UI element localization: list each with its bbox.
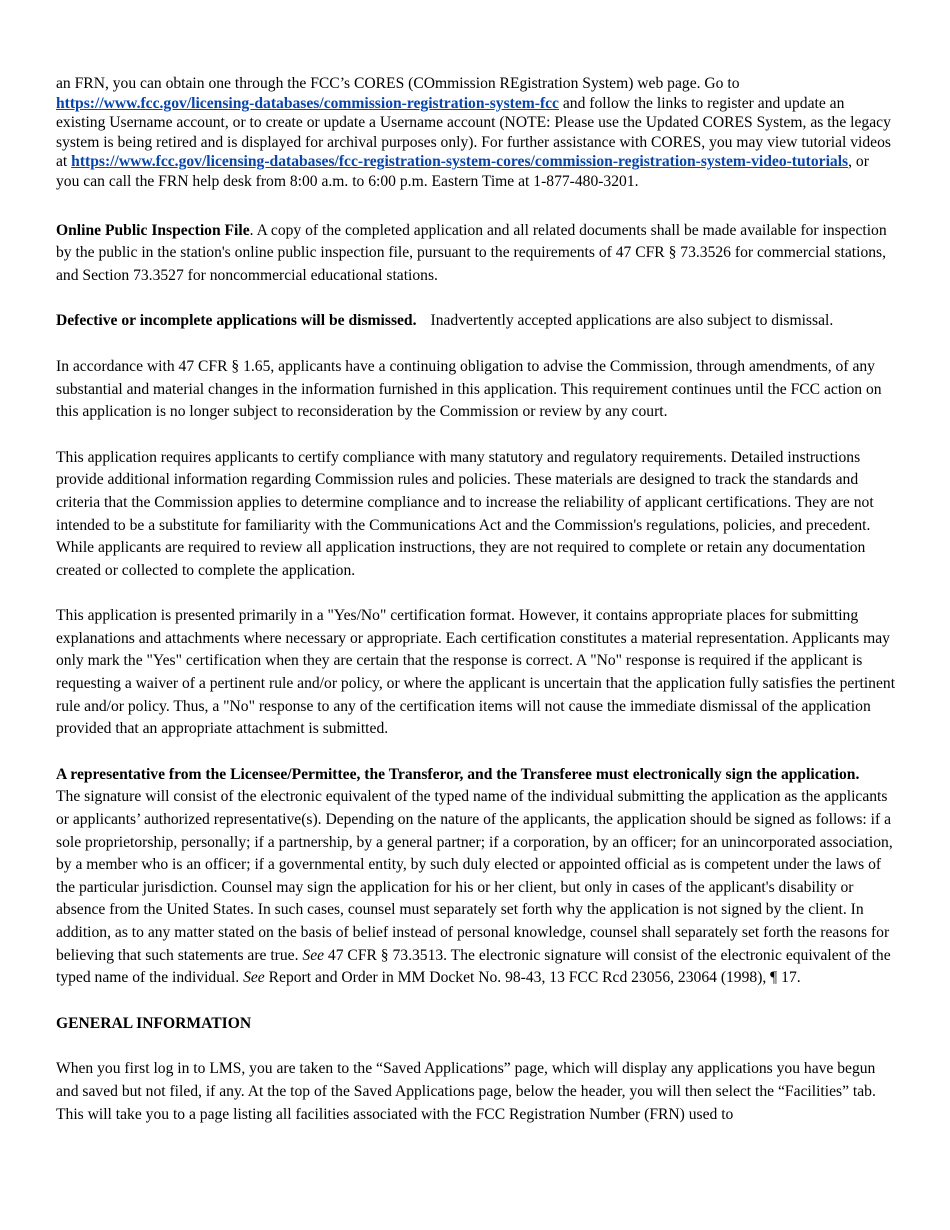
frn-paragraph: an FRN, you can obtain one through the FCC’s CORES (COmmission REgistration System) web page. Go to https://www.fcc.gov/licensing-databases/commission-registration-system-fcc and follow the links to register and update an existing Username account, or to create or update a Username account (NOTE: Please use the Updated CORES System, as the legacy system is being retired and is displayed for archival purposes only). For further assistance with CORES, you may view tutorial videos at https://www.fcc.gov/licensing-databases/fcc-registration-system-cores/commission-registration-system-video-tutorials, or you can call the FRN help desk from 8:00 a.m. to 6:00 p.m. Eastern Time at 1-877-480-3201. <box>56 75 891 190</box>
public-file-heading: Online Public Inspection File <box>56 221 250 239</box>
cores-link[interactable]: https://www.fcc.gov/licensing-databases/commission-registration-system-fcc <box>56 94 559 112</box>
general-information-heading: GENERAL INFORMATION <box>56 1014 252 1032</box>
defective-paragraph: Defective or incomplete applications will be dismissed. Inadvertently accepted applications are also subject to dismissal. <box>56 312 834 330</box>
certification-paragraph: This application requires applicants to certify compliance with many statutory and regulatory requirements. Detailed instructions provide additional information regarding Commission rules and policies. These materials are designed to track the standards and criteria that the Commission applies to determine compliance and to increase the reliability of applicant certifications. They are not intended to be a substitute for familiarity with the Communications Act and the Commission's regulations, policies, and precedent. While applicants are required to review all application instructions, they are not required to complete or retain any documentation created or collected to complete the application. <box>56 448 874 579</box>
defective-heading: Defective or incomplete applications will be dismissed. <box>56 312 417 330</box>
document-page <box>56 74 896 1126</box>
signature-paragraph: A representative from the Licensee/Permittee, the Transferor, and the Transferee must electronically sign the application.The signature will consist of the electronic equivalent of the typed name of the individual submitting the application as the applicants or applicants’ authorized representative(s). Depending on the nature of the applicants, the application should be signed as follows: if a sole proprietorship, personally; if a partnership, by a general partner; if a corporation, by an officer; for an unincorporated association, by a member who is an officer; if a governmental entity, by such duly elected or appointed official as is competent under the laws of the particular jurisdiction. Counsel may sign the application for his or her client, but only in cases of the applicant's disability or absence from the United States. In such cases, counsel must separately set forth why the application is not signed by the client. In addition, as to any matter stated on the basis of belief instead of personal knowledge, counsel shall separately set forth the reasons for believing that such statements are true. See 47 CFR § 73.3513. The electronic signature will consist of the electronic equivalent of the typed name of the individual. See Report and Order in MM Docket No. 98-43, 13 FCC Rcd 23056, 23064 (1998), ¶ 17. <box>56 765 893 987</box>
cores-tutorial-link[interactable]: https://www.fcc.gov/licensing-databases/fcc-registration-system-cores/commission-registration-system-video-tutorials <box>71 153 849 171</box>
yes-no-paragraph: This application is presented primarily in a "Yes/No" certification format. However, it contains appropriate places for submitting explanations and attachments where necessary or appropriate. Each certification constitutes a material representation. Applicants may only mark the "Yes" certification when they are certain that the response is correct. A "No" response is required if the applicant is requesting a waiver of a pertinent rule and/or policy, or where the applicant is uncertain that the application fully satisfies the pertinent rule and/or policy. Thus, a "No" response to any of the certification items will not cause the immediate dismissal of the application provided that an appropriate attachment is submitted. <box>56 607 896 738</box>
signature-heading: A representative from the Licensee/Permittee, the Transferor, and the Transferee must electronically sign the application. <box>56 765 860 783</box>
general-information-paragraph: When you first log in to LMS, you are taken to the “Saved Applications” page, which will display any applications you have begun and saved but not filed, if any. At the top of the Saved Applications page, below the header, you will then select the “Facilities” tab. This will take you to a page listing all facilities associated with the FCC Registration Number (FRN) used to <box>56 1060 876 1123</box>
amendments-paragraph: In accordance with 47 CFR § 1.65, applicants have a continuing obligation to advise the Commission, through amendments, of any substantial and material changes in the information furnished in this application. This requirement continues until the FCC action on this application is no longer subject to reconsideration by the Commission or review by any court. <box>56 357 882 421</box>
public-file-paragraph: Online Public Inspection File. A copy of the completed application and all related documents shall be made available for inspection by the public in the station's online public inspection file, pursuant to the requirements of 47 CFR § 73.3526 for commercial stations, and Section 73.3527 for noncommercial educational stations. <box>56 221 887 284</box>
